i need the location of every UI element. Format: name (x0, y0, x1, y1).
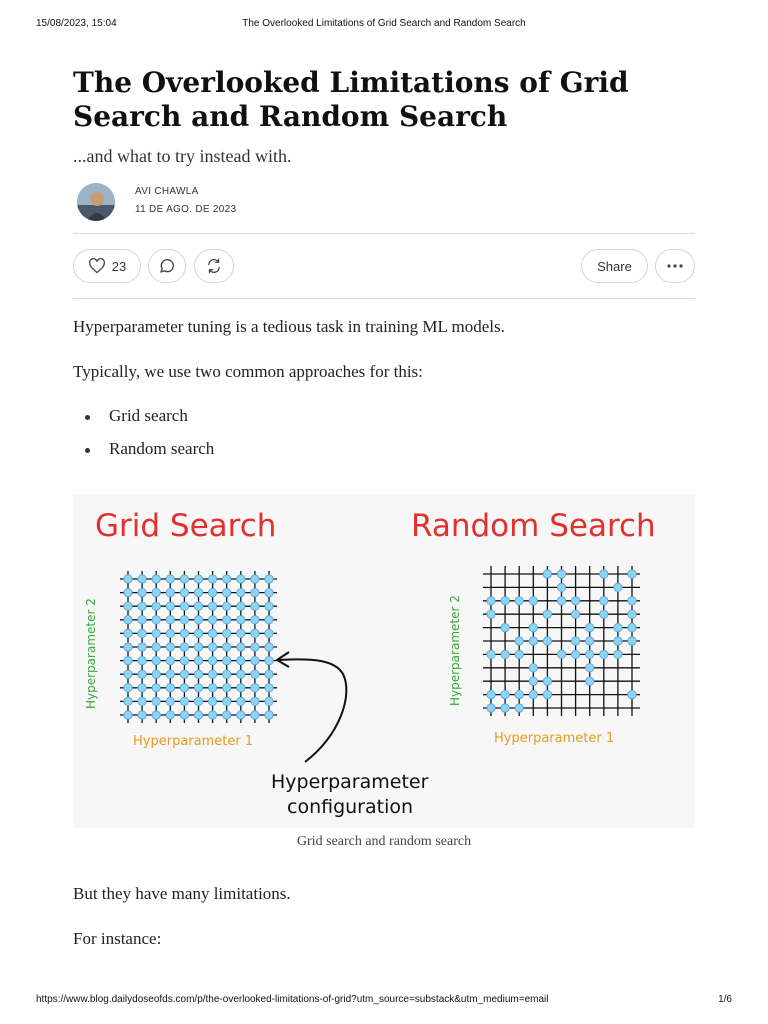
more-options-button[interactable] (655, 249, 695, 283)
grid-point (166, 616, 174, 624)
grid-point (166, 629, 174, 637)
random-point (543, 637, 551, 645)
grid-point (251, 629, 259, 637)
grid-point (166, 575, 174, 583)
grid-point (237, 711, 245, 719)
random-point (628, 597, 636, 605)
grid-point (251, 616, 259, 624)
more-dots-icon (666, 263, 684, 269)
random-point (586, 677, 594, 685)
grid-point (138, 575, 146, 583)
grid-point (152, 629, 160, 637)
grid-point (265, 670, 273, 678)
grid-point (237, 629, 245, 637)
paragraph-intro: Hyperparameter tuning is a tedious task in training ML models. (73, 317, 505, 336)
grid-point (194, 643, 202, 651)
grid-point (138, 670, 146, 678)
grid-point (223, 602, 231, 610)
grid-point (194, 684, 202, 692)
grid-point (251, 656, 259, 664)
grid-point (208, 588, 216, 596)
random-point (600, 650, 608, 658)
grid-point (180, 670, 188, 678)
random-point (628, 623, 636, 631)
grid-point (166, 643, 174, 651)
grid-point (138, 588, 146, 596)
grid-point (265, 684, 273, 692)
random-point (529, 664, 537, 672)
figure-axis-y-left: Hyperparameter 2 (84, 598, 98, 709)
random-point (543, 570, 551, 578)
random-point (571, 610, 579, 618)
figure-annotation-line2: configuration (287, 796, 414, 818)
random-point (571, 650, 579, 658)
grid-point (265, 711, 273, 719)
grid-point (251, 575, 259, 583)
grid-point (166, 711, 174, 719)
restack-button[interactable] (194, 249, 234, 283)
grid-point (251, 711, 259, 719)
grid-point (237, 575, 245, 583)
grid-point (265, 602, 273, 610)
grid-point (180, 588, 188, 596)
random-point (501, 704, 509, 712)
grid-point (223, 575, 231, 583)
grid-point (152, 643, 160, 651)
random-point (529, 677, 537, 685)
random-point (600, 570, 608, 578)
grid-point (152, 656, 160, 664)
grid-point (194, 670, 202, 678)
grid-point (124, 656, 132, 664)
grid-point (124, 684, 132, 692)
random-point (571, 597, 579, 605)
print-datetime: 15/08/2023, 15:04 (36, 18, 117, 29)
random-point (487, 597, 495, 605)
grid-point (138, 656, 146, 664)
grid-point (265, 616, 273, 624)
grid-point (208, 616, 216, 624)
random-point (557, 597, 565, 605)
print-page-title: The Overlooked Limitations of Grid Search and Random Search (242, 18, 526, 29)
random-point (586, 623, 594, 631)
grid-point (166, 670, 174, 678)
random-point (501, 690, 509, 698)
random-search-plot (483, 566, 640, 716)
grid-point (138, 643, 146, 651)
grid-point (208, 602, 216, 610)
grid-point (124, 697, 132, 705)
grid-point (194, 711, 202, 719)
figure-axis-x-right: Hyperparameter 1 (494, 731, 615, 746)
grid-point (265, 697, 273, 705)
random-point (543, 610, 551, 618)
divider-top (73, 233, 695, 234)
random-point (586, 650, 594, 658)
grid-point (124, 575, 132, 583)
random-point (586, 637, 594, 645)
print-url: https://www.blog.dailydoseofds.com/p/the-overlooked-limitations-of-grid?utm_source=substack&utm_medium=email (36, 994, 549, 1005)
grid-point (265, 629, 273, 637)
grid-point (152, 684, 160, 692)
grid-point (223, 697, 231, 705)
grid-point (180, 643, 188, 651)
figure-grid-vs-random (73, 494, 695, 828)
grid-point (124, 643, 132, 651)
grid-point (208, 656, 216, 664)
random-point (515, 704, 523, 712)
grid-point (138, 697, 146, 705)
article-subtitle: ...and what to try instead with. (73, 146, 292, 166)
comment-icon (158, 257, 176, 275)
random-point (628, 690, 636, 698)
random-point (515, 597, 523, 605)
grid-point (251, 684, 259, 692)
grid-point (265, 643, 273, 651)
grid-point (180, 697, 188, 705)
print-page-number: 1/6 (718, 994, 732, 1005)
random-point (586, 664, 594, 672)
grid-point (166, 602, 174, 610)
grid-point (237, 684, 245, 692)
grid-point (265, 575, 273, 583)
grid-point (251, 602, 259, 610)
grid-point (194, 575, 202, 583)
grid-point (194, 697, 202, 705)
grid-point (237, 670, 245, 678)
grid-point (237, 616, 245, 624)
random-point (515, 650, 523, 658)
random-point (628, 570, 636, 578)
random-point (557, 570, 565, 578)
grid-point (223, 670, 231, 678)
grid-point (208, 643, 216, 651)
grid-point (138, 616, 146, 624)
random-point (501, 597, 509, 605)
grid-point (138, 711, 146, 719)
grid-point (237, 588, 245, 596)
like-button[interactable] (73, 249, 141, 283)
grid-point (223, 684, 231, 692)
grid-point (152, 697, 160, 705)
random-point (614, 637, 622, 645)
grid-point (124, 670, 132, 678)
random-point (515, 690, 523, 698)
grid-point (124, 711, 132, 719)
random-point (614, 650, 622, 658)
random-point (529, 690, 537, 698)
random-point (628, 610, 636, 618)
grid-point (180, 575, 188, 583)
random-point (600, 597, 608, 605)
grid-point (251, 588, 259, 596)
random-point (557, 583, 565, 591)
figure-annotation-arrow (279, 659, 346, 762)
random-point (543, 677, 551, 685)
grid-search-plot (120, 571, 277, 723)
random-point (501, 623, 509, 631)
grid-point (251, 670, 259, 678)
publish-date: 11 DE AGO. DE 2023 (135, 204, 237, 215)
share-button[interactable]: Share (581, 249, 648, 283)
grid-point (237, 602, 245, 610)
grid-point (152, 711, 160, 719)
grid-point (237, 643, 245, 651)
grid-point (124, 602, 132, 610)
grid-point (166, 697, 174, 705)
grid-point (166, 588, 174, 596)
grid-point (180, 656, 188, 664)
figure-caption: Grid search and random search (296, 834, 472, 849)
random-point (487, 650, 495, 658)
like-count: 23 (111, 258, 127, 274)
list-item-random-search: Random search (109, 439, 215, 458)
grid-point (194, 656, 202, 664)
grid-point (138, 602, 146, 610)
figure-axis-x-left: Hyperparameter 1 (133, 734, 254, 749)
grid-point (180, 684, 188, 692)
paragraph-for-instance: For instance: (73, 929, 162, 948)
random-point (487, 690, 495, 698)
grid-point (208, 670, 216, 678)
grid-point (208, 684, 216, 692)
grid-point (152, 588, 160, 596)
grid-point (208, 711, 216, 719)
random-point (529, 623, 537, 631)
grid-point (152, 670, 160, 678)
figure-illustration (73, 494, 695, 828)
random-point (628, 637, 636, 645)
grid-point (251, 643, 259, 651)
grid-point (152, 602, 160, 610)
random-point (501, 650, 509, 658)
grid-point (180, 629, 188, 637)
grid-point (152, 575, 160, 583)
grid-point (180, 711, 188, 719)
grid-point (208, 575, 216, 583)
grid-point (124, 629, 132, 637)
grid-point (194, 588, 202, 596)
divider-bottom (73, 298, 695, 299)
random-point (529, 637, 537, 645)
grid-point (194, 629, 202, 637)
random-point (515, 637, 523, 645)
random-point (614, 583, 622, 591)
grid-point (223, 588, 231, 596)
grid-point (223, 616, 231, 624)
random-point (487, 610, 495, 618)
grid-point (208, 629, 216, 637)
grid-point (124, 588, 132, 596)
grid-point (152, 616, 160, 624)
grid-point (166, 656, 174, 664)
random-point (600, 610, 608, 618)
restack-icon (205, 257, 223, 275)
comment-button[interactable] (148, 249, 186, 283)
grid-point (265, 656, 273, 664)
avatar-image (77, 183, 115, 221)
random-point (529, 597, 537, 605)
random-point (557, 650, 565, 658)
figure-axis-y-right: Hyperparameter 2 (448, 595, 462, 706)
random-point (571, 637, 579, 645)
paragraph-limitations: But they have many limitations. (73, 884, 291, 903)
grid-point (237, 656, 245, 664)
grid-point (138, 629, 146, 637)
paragraph-approaches: Typically, we use two common approaches for this: (73, 362, 423, 381)
grid-point (138, 684, 146, 692)
grid-point (166, 684, 174, 692)
grid-point (223, 643, 231, 651)
grid-point (124, 616, 132, 624)
grid-point (223, 711, 231, 719)
author-name[interactable]: AVI CHAWLA (135, 186, 199, 197)
author-avatar[interactable] (77, 183, 115, 221)
grid-point (237, 697, 245, 705)
grid-point (251, 697, 259, 705)
random-point (487, 704, 495, 712)
list-item-grid-search: Grid search (109, 406, 188, 425)
figure-annotation-line1: Hyperparameter (271, 771, 429, 793)
heart-icon (88, 258, 106, 274)
article-title: The Overlooked Limitations of Grid Search and Random Search (73, 66, 629, 133)
grid-point (208, 697, 216, 705)
grid-point (194, 602, 202, 610)
random-point (614, 623, 622, 631)
figure-random-title: Random Search (411, 508, 656, 544)
random-point (543, 690, 551, 698)
grid-point (194, 616, 202, 624)
figure-grid-title: Grid Search (95, 508, 277, 544)
grid-point (223, 629, 231, 637)
grid-point (180, 602, 188, 610)
grid-point (180, 616, 188, 624)
grid-point (265, 588, 273, 596)
grid-point (223, 656, 231, 664)
